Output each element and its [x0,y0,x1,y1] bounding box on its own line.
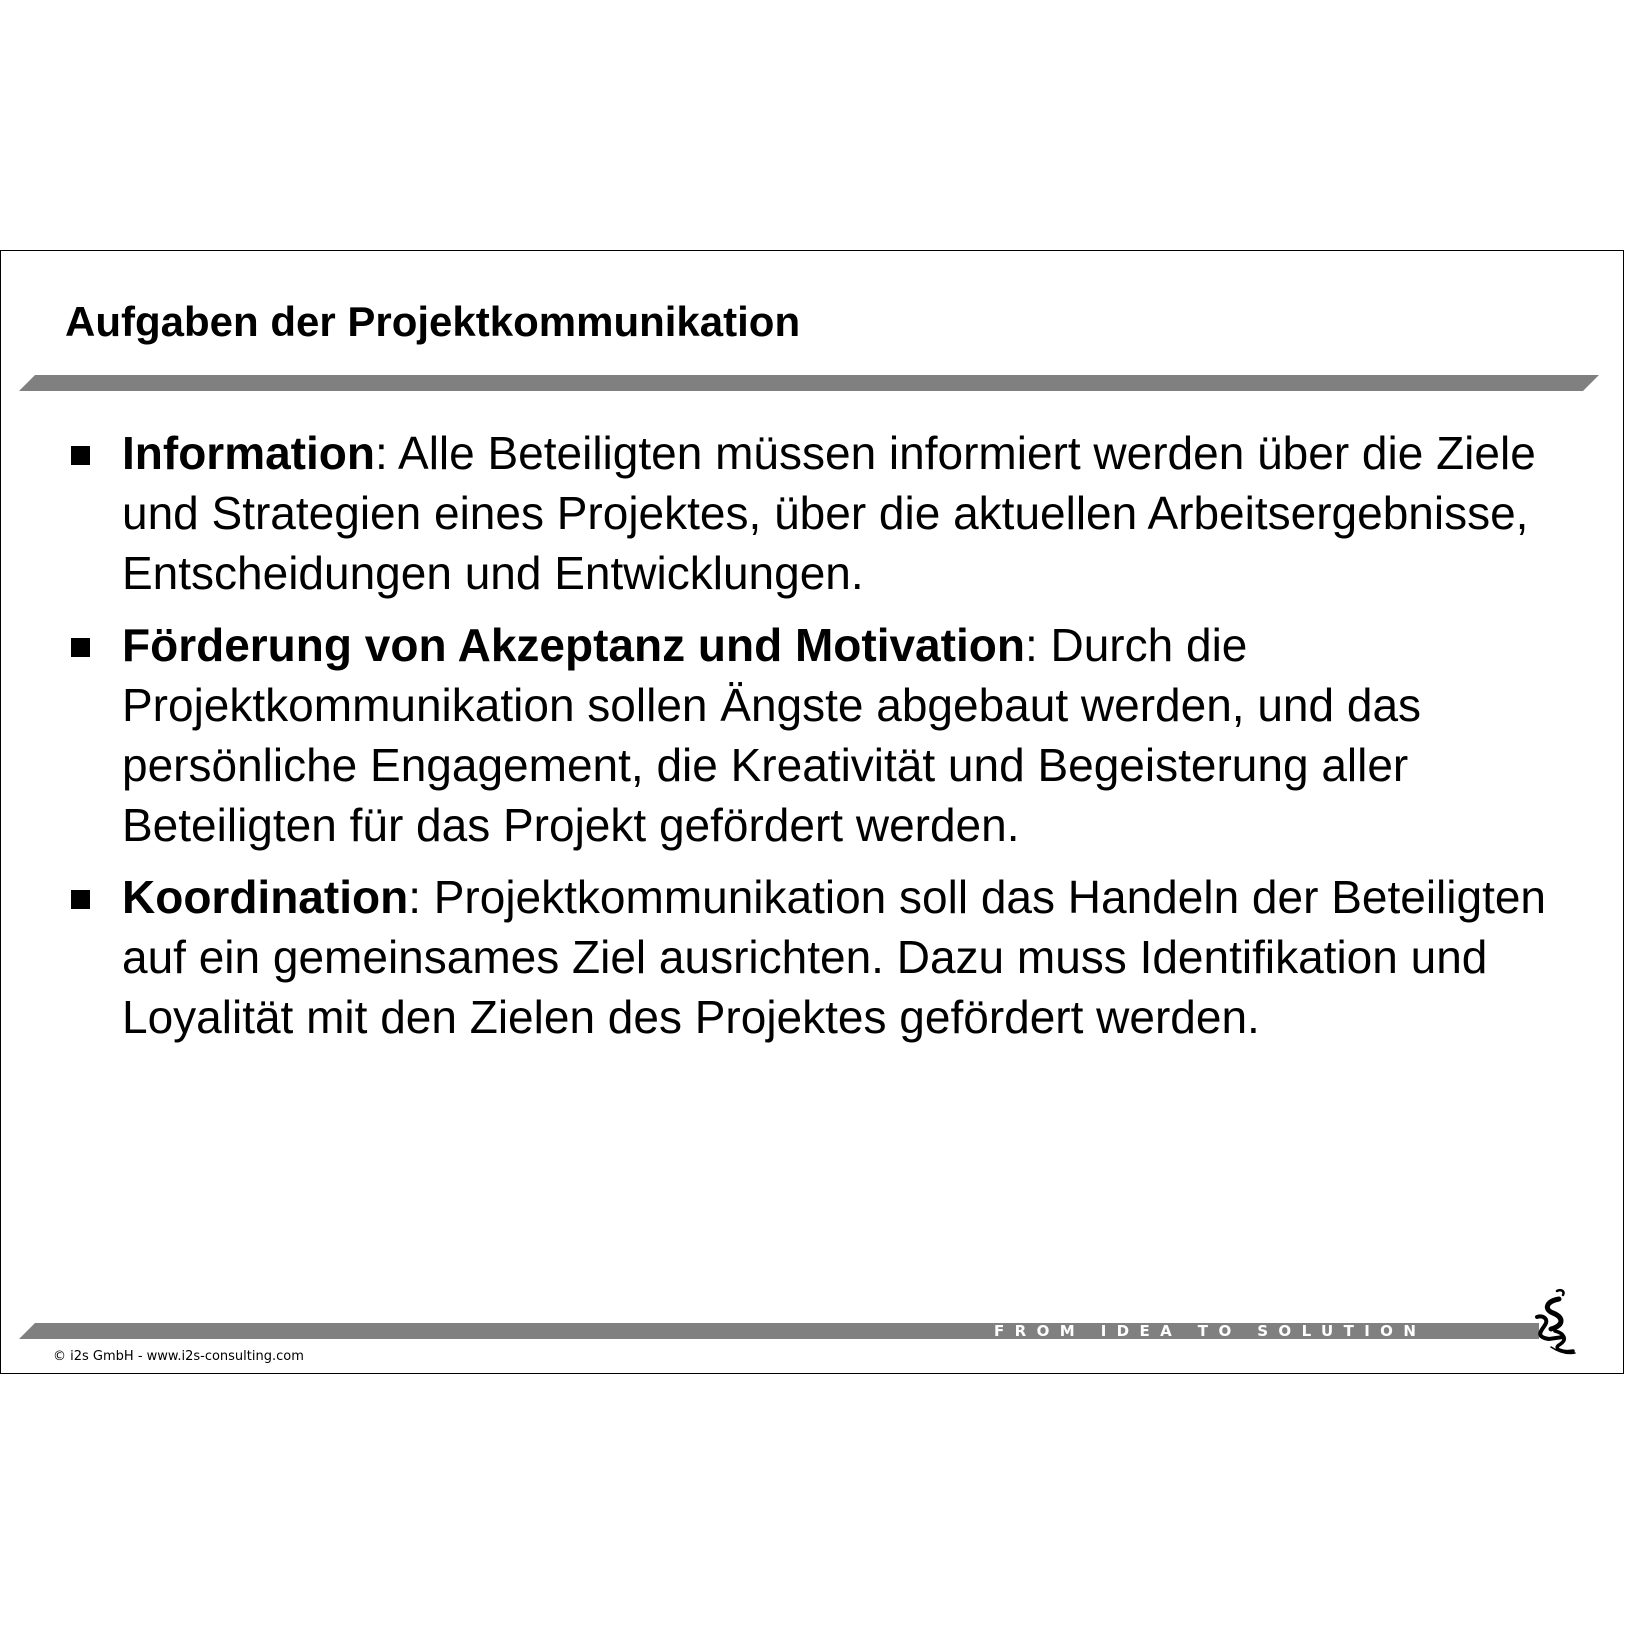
bullet-list [65,423,1565,1059]
bullet-item-koordination [65,867,1565,1047]
bullet-term: Förderung von Akzeptanz und Motivation [122,619,1025,671]
bullet-text: : Projektkommunikation soll das Handeln der Beteiligten auf ein gemeinsames Ziel ausrichten. Dazu muss Identifikation und Loyalität mit den Zielen des Projektes gefördert werden. [122,871,1547,1043]
square-bullet-icon [71,638,90,657]
slide [0,250,1624,1374]
bullet-item-motivation [65,615,1565,855]
slide-title: Aufgaben der Projektkommunikation [65,298,801,345]
title-divider-bar [19,375,1599,391]
bullet-term: Koordination [122,871,409,923]
footer-copyright: © i2s GmbH - www.i2s-consulting.com [53,1349,304,1364]
bullet-term: Information [122,427,375,479]
square-bullet-icon [71,446,90,465]
i2s-logo-icon [1529,1287,1579,1357]
footer-tagline: FROM IDEA TO SOLUTION [994,1322,1427,1340]
bullet-text: : Alle Beteiligten müssen informiert werden über die Ziele und Strategien eines Projektes, über die aktuellen Arbeitsergebnisse, Entscheidungen und Entwicklungen. [122,427,1536,599]
square-bullet-icon [71,890,90,909]
bullet-text: : Durch die Projektkommunikation sollen Ängste abgebaut werden, und das persönliche Engagement, die Kreativität und Begeisterung aller Beteiligten für das Projekt gefördert werden. [122,619,1422,851]
bullet-item-information [65,423,1565,603]
